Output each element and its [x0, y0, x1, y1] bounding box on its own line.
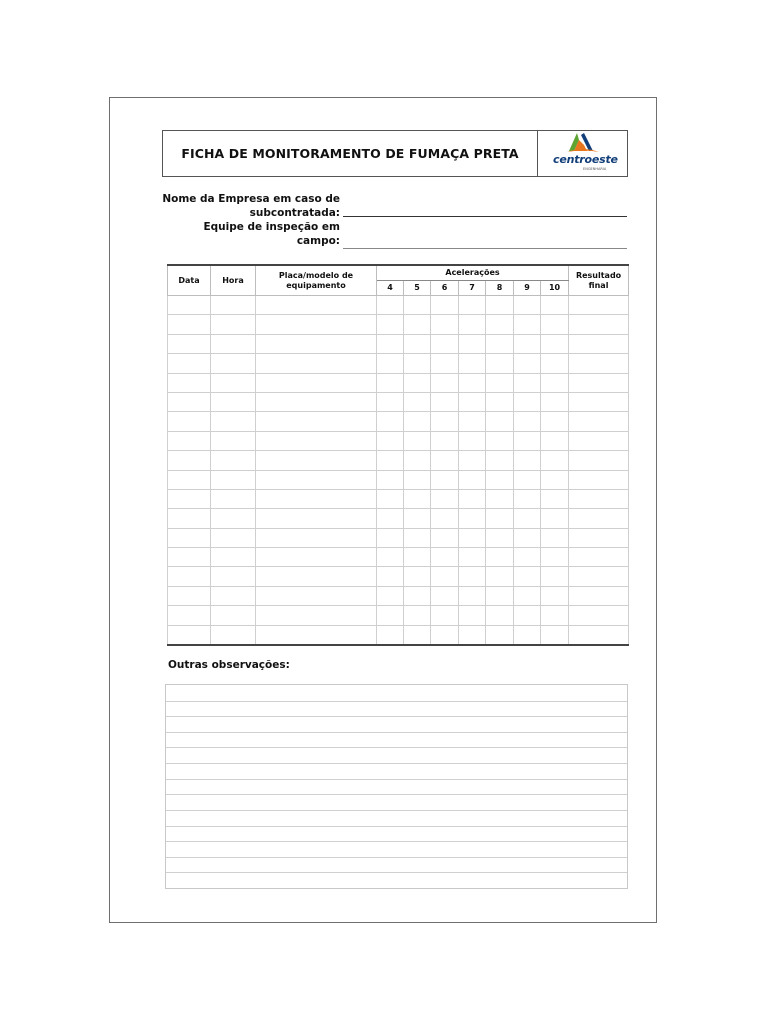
table-cell[interactable]	[486, 586, 514, 605]
col-header-aceleracoes: Acelerações	[377, 265, 569, 281]
table-cell[interactable]	[459, 412, 486, 431]
table-cell[interactable]	[541, 548, 569, 567]
observation-line	[166, 701, 627, 702]
table-cell[interactable]	[168, 431, 211, 450]
table-cell[interactable]	[541, 509, 569, 528]
table-cell[interactable]	[541, 392, 569, 411]
table-cell[interactable]	[431, 334, 459, 353]
table-row	[168, 334, 629, 353]
table-cell[interactable]	[459, 373, 486, 392]
table-cell[interactable]	[569, 354, 629, 373]
table-cell[interactable]	[514, 334, 541, 353]
table-cell[interactable]	[404, 451, 431, 470]
table-cell[interactable]	[404, 392, 431, 411]
table-cell[interactable]	[404, 625, 431, 645]
table-cell[interactable]	[459, 315, 486, 334]
table-cell[interactable]	[541, 334, 569, 353]
table-cell[interactable]	[486, 470, 514, 489]
observation-line	[166, 826, 627, 827]
table-cell[interactable]	[431, 528, 459, 547]
acc-header-8: 8	[486, 281, 514, 296]
table-cell[interactable]	[541, 296, 569, 315]
acc-header-4: 4	[377, 281, 404, 296]
table-cell[interactable]	[541, 354, 569, 373]
table-cell[interactable]	[377, 315, 404, 334]
table-cell[interactable]	[541, 451, 569, 470]
table-cell[interactable]	[541, 567, 569, 586]
table-cell[interactable]	[211, 548, 256, 567]
table-cell[interactable]	[486, 509, 514, 528]
table-cell[interactable]	[211, 412, 256, 431]
table-cell[interactable]	[514, 451, 541, 470]
table-cell[interactable]	[459, 296, 486, 315]
table-cell[interactable]	[256, 392, 377, 411]
table-cell[interactable]	[256, 296, 377, 315]
table-cell[interactable]	[211, 451, 256, 470]
table-cell[interactable]	[377, 470, 404, 489]
table-cell[interactable]	[168, 567, 211, 586]
table-cell[interactable]	[459, 509, 486, 528]
table-cell[interactable]	[431, 548, 459, 567]
form-header	[162, 130, 628, 177]
table-cell[interactable]	[541, 606, 569, 625]
table-cell[interactable]	[404, 412, 431, 431]
observation-line	[166, 841, 627, 842]
table-cell[interactable]	[211, 431, 256, 450]
table-row	[168, 470, 629, 489]
table-cell[interactable]	[256, 606, 377, 625]
table-cell[interactable]	[211, 354, 256, 373]
table-cell[interactable]	[256, 489, 377, 508]
table-cell[interactable]	[459, 548, 486, 567]
table-cell[interactable]	[569, 586, 629, 605]
table-row	[168, 548, 629, 567]
table-cell[interactable]	[256, 451, 377, 470]
table-cell[interactable]	[431, 509, 459, 528]
table-cell[interactable]	[431, 470, 459, 489]
company-field-input[interactable]	[343, 216, 627, 217]
table-cell[interactable]	[377, 528, 404, 547]
acc-header-10: 10	[541, 281, 569, 296]
table-cell[interactable]	[211, 296, 256, 315]
table-cell[interactable]	[211, 489, 256, 508]
table-cell[interactable]	[404, 373, 431, 392]
table-cell[interactable]	[431, 606, 459, 625]
table-cell[interactable]	[431, 373, 459, 392]
table-cell[interactable]	[514, 315, 541, 334]
table-cell[interactable]	[404, 586, 431, 605]
observation-line	[166, 716, 627, 717]
table-cell[interactable]	[211, 509, 256, 528]
table-cell[interactable]	[431, 392, 459, 411]
table-cell[interactable]	[541, 528, 569, 547]
table-cell[interactable]	[168, 470, 211, 489]
table-cell[interactable]	[569, 373, 629, 392]
observation-line	[166, 794, 627, 795]
table-cell[interactable]	[377, 354, 404, 373]
team-field-input[interactable]	[343, 248, 627, 249]
table-cell[interactable]	[256, 334, 377, 353]
table-cell[interactable]	[569, 509, 629, 528]
col-header-resultado: Resultado final	[569, 265, 629, 296]
table-cell[interactable]	[459, 451, 486, 470]
table-cell[interactable]	[256, 412, 377, 431]
table-row	[168, 625, 629, 645]
table-cell[interactable]	[459, 489, 486, 508]
table-cell[interactable]	[404, 509, 431, 528]
table-row	[168, 528, 629, 547]
table-cell[interactable]	[486, 315, 514, 334]
table-cell[interactable]	[569, 606, 629, 625]
table-cell[interactable]	[256, 567, 377, 586]
table-cell[interactable]	[168, 412, 211, 431]
table-cell[interactable]	[431, 489, 459, 508]
table-cell[interactable]	[486, 373, 514, 392]
inspection-table	[167, 264, 629, 646]
table-cell[interactable]	[377, 548, 404, 567]
table-cell[interactable]	[168, 354, 211, 373]
table-cell[interactable]	[514, 412, 541, 431]
observation-line	[166, 763, 627, 764]
table-row	[168, 354, 629, 373]
table-cell[interactable]	[541, 431, 569, 450]
table-cell[interactable]	[377, 606, 404, 625]
table-cell[interactable]	[211, 528, 256, 547]
table-cell[interactable]	[486, 412, 514, 431]
table-cell[interactable]	[486, 296, 514, 315]
table-cell[interactable]	[569, 625, 629, 645]
table-cell[interactable]	[404, 334, 431, 353]
table-cell[interactable]	[377, 489, 404, 508]
table-cell[interactable]	[541, 586, 569, 605]
table-cell[interactable]	[541, 412, 569, 431]
table-cell[interactable]	[211, 606, 256, 625]
table-cell[interactable]	[168, 392, 211, 411]
col-header-placa: Placa/modelo de equipamento	[256, 265, 377, 296]
table-cell[interactable]	[514, 470, 541, 489]
observation-line	[166, 732, 627, 733]
table-cell[interactable]	[404, 489, 431, 508]
table-cell[interactable]	[168, 315, 211, 334]
table-cell[interactable]	[431, 412, 459, 431]
table-cell[interactable]	[377, 334, 404, 353]
table-cell[interactable]	[168, 586, 211, 605]
table-row	[168, 431, 629, 450]
observation-line	[166, 747, 627, 748]
table-cell[interactable]	[168, 548, 211, 567]
table-cell[interactable]	[256, 470, 377, 489]
table-cell[interactable]	[569, 470, 629, 489]
table-cell[interactable]	[486, 606, 514, 625]
table-cell[interactable]	[211, 586, 256, 605]
table-cell[interactable]	[486, 431, 514, 450]
table-cell[interactable]	[514, 509, 541, 528]
table-cell[interactable]	[377, 392, 404, 411]
table-cell[interactable]	[211, 625, 256, 645]
table-cell[interactable]	[569, 431, 629, 450]
table-cell[interactable]	[486, 567, 514, 586]
table-cell[interactable]	[569, 392, 629, 411]
table-cell[interactable]	[404, 606, 431, 625]
company-field-label: Nome da Empresa em caso de subcontratada:	[162, 193, 340, 219]
table-cell[interactable]	[459, 354, 486, 373]
table-cell[interactable]	[404, 315, 431, 334]
table-cell[interactable]	[377, 451, 404, 470]
table-cell[interactable]	[404, 548, 431, 567]
table-cell[interactable]	[569, 451, 629, 470]
observations-label: Outras observações:	[168, 659, 290, 671]
table-row	[168, 509, 629, 528]
table-cell[interactable]	[168, 334, 211, 353]
table-cell[interactable]	[569, 567, 629, 586]
table-cell[interactable]	[459, 528, 486, 547]
table-cell[interactable]	[211, 315, 256, 334]
table-cell[interactable]	[404, 528, 431, 547]
table-cell[interactable]	[377, 431, 404, 450]
table-cell[interactable]	[541, 315, 569, 334]
table-cell[interactable]	[459, 431, 486, 450]
table-cell[interactable]	[431, 625, 459, 645]
table-cell[interactable]	[404, 431, 431, 450]
table-cell[interactable]	[459, 625, 486, 645]
table-cell[interactable]	[211, 334, 256, 353]
company-logo	[539, 131, 627, 176]
table-cell[interactable]	[514, 373, 541, 392]
table-cell[interactable]	[168, 489, 211, 508]
table-cell[interactable]	[377, 509, 404, 528]
table-row	[168, 373, 629, 392]
col-header-hora: Hora	[211, 265, 256, 296]
table-cell[interactable]	[256, 528, 377, 547]
table-cell[interactable]	[404, 354, 431, 373]
table-cell[interactable]	[514, 586, 541, 605]
table-cell[interactable]	[569, 548, 629, 567]
table-cell[interactable]	[486, 548, 514, 567]
table-cell[interactable]	[514, 489, 541, 508]
table-cell[interactable]	[459, 567, 486, 586]
table-cell[interactable]	[431, 586, 459, 605]
table-row	[168, 586, 629, 605]
table-row	[168, 296, 629, 315]
table-cell[interactable]	[514, 606, 541, 625]
table-row	[168, 392, 629, 411]
col-header-data: Data	[168, 265, 211, 296]
table-cell[interactable]	[431, 451, 459, 470]
table-cell[interactable]	[514, 431, 541, 450]
observations-box[interactable]	[165, 684, 628, 889]
table-cell[interactable]	[256, 586, 377, 605]
table-cell[interactable]	[211, 567, 256, 586]
table-cell[interactable]	[486, 334, 514, 353]
table-cell[interactable]	[514, 354, 541, 373]
table-cell[interactable]	[256, 373, 377, 392]
logo-wordmark: centroeste	[553, 153, 618, 166]
table-cell[interactable]	[569, 315, 629, 334]
table-cell[interactable]	[569, 412, 629, 431]
table-cell[interactable]	[486, 528, 514, 547]
table-cell[interactable]	[168, 528, 211, 547]
table-cell[interactable]	[377, 625, 404, 645]
table-cell[interactable]	[569, 528, 629, 547]
table-cell[interactable]	[431, 315, 459, 334]
table-cell[interactable]	[256, 354, 377, 373]
table-cell[interactable]	[459, 334, 486, 353]
table-cell[interactable]	[514, 625, 541, 645]
table-cell[interactable]	[431, 354, 459, 373]
table-row	[168, 489, 629, 508]
table-cell[interactable]	[569, 296, 629, 315]
table-cell[interactable]	[168, 606, 211, 625]
table-cell[interactable]	[459, 606, 486, 625]
logo-tagline: ENGENHARIA	[583, 167, 607, 171]
table-cell[interactable]	[569, 489, 629, 508]
table-cell[interactable]	[168, 625, 211, 645]
acc-header-9: 9	[514, 281, 541, 296]
table-cell[interactable]	[168, 509, 211, 528]
table-cell[interactable]	[404, 296, 431, 315]
table-cell[interactable]	[486, 625, 514, 645]
table-cell[interactable]	[377, 586, 404, 605]
table-cell[interactable]	[541, 373, 569, 392]
table-cell[interactable]	[486, 392, 514, 411]
table-cell[interactable]	[211, 470, 256, 489]
observation-line	[166, 872, 627, 873]
acc-header-5: 5	[404, 281, 431, 296]
table-cell[interactable]	[514, 548, 541, 567]
observation-line	[166, 779, 627, 780]
table-cell[interactable]	[541, 625, 569, 645]
table-cell[interactable]	[256, 315, 377, 334]
table-cell[interactable]	[514, 392, 541, 411]
table-cell[interactable]	[377, 412, 404, 431]
table-cell[interactable]	[541, 470, 569, 489]
table-cell[interactable]	[486, 489, 514, 508]
table-cell[interactable]	[377, 373, 404, 392]
table-cell[interactable]	[211, 392, 256, 411]
table-cell[interactable]	[168, 296, 211, 315]
table-cell[interactable]	[168, 451, 211, 470]
table-cell[interactable]	[486, 451, 514, 470]
table-cell[interactable]	[514, 296, 541, 315]
table-cell[interactable]	[514, 528, 541, 547]
table-cell[interactable]	[404, 470, 431, 489]
table-cell[interactable]	[569, 334, 629, 353]
table-cell[interactable]	[404, 567, 431, 586]
table-cell[interactable]	[377, 567, 404, 586]
table-cell[interactable]	[459, 586, 486, 605]
table-cell[interactable]	[431, 296, 459, 315]
table-cell[interactable]	[459, 470, 486, 489]
table-cell[interactable]	[256, 509, 377, 528]
acc-header-7: 7	[459, 281, 486, 296]
table-cell[interactable]	[459, 392, 486, 411]
table-cell[interactable]	[256, 625, 377, 645]
table-cell[interactable]	[168, 373, 211, 392]
table-cell[interactable]	[431, 431, 459, 450]
table-cell[interactable]	[431, 567, 459, 586]
table-row	[168, 315, 629, 334]
table-cell[interactable]	[541, 489, 569, 508]
table-cell[interactable]	[514, 567, 541, 586]
table-row	[168, 412, 629, 431]
observation-line	[166, 857, 627, 858]
acc-header-6: 6	[431, 281, 459, 296]
table-cell[interactable]	[256, 431, 377, 450]
table-row	[168, 567, 629, 586]
table-row	[168, 606, 629, 625]
table-cell[interactable]	[256, 548, 377, 567]
table-cell[interactable]	[211, 373, 256, 392]
observation-line	[166, 810, 627, 811]
table-row	[168, 451, 629, 470]
form-title: FICHA DE MONITORAMENTO DE FUMAÇA PRETA	[163, 131, 538, 176]
table-cell[interactable]	[377, 296, 404, 315]
team-field-label: Equipe de inspeção em campo:	[203, 221, 340, 247]
table-cell[interactable]	[486, 354, 514, 373]
